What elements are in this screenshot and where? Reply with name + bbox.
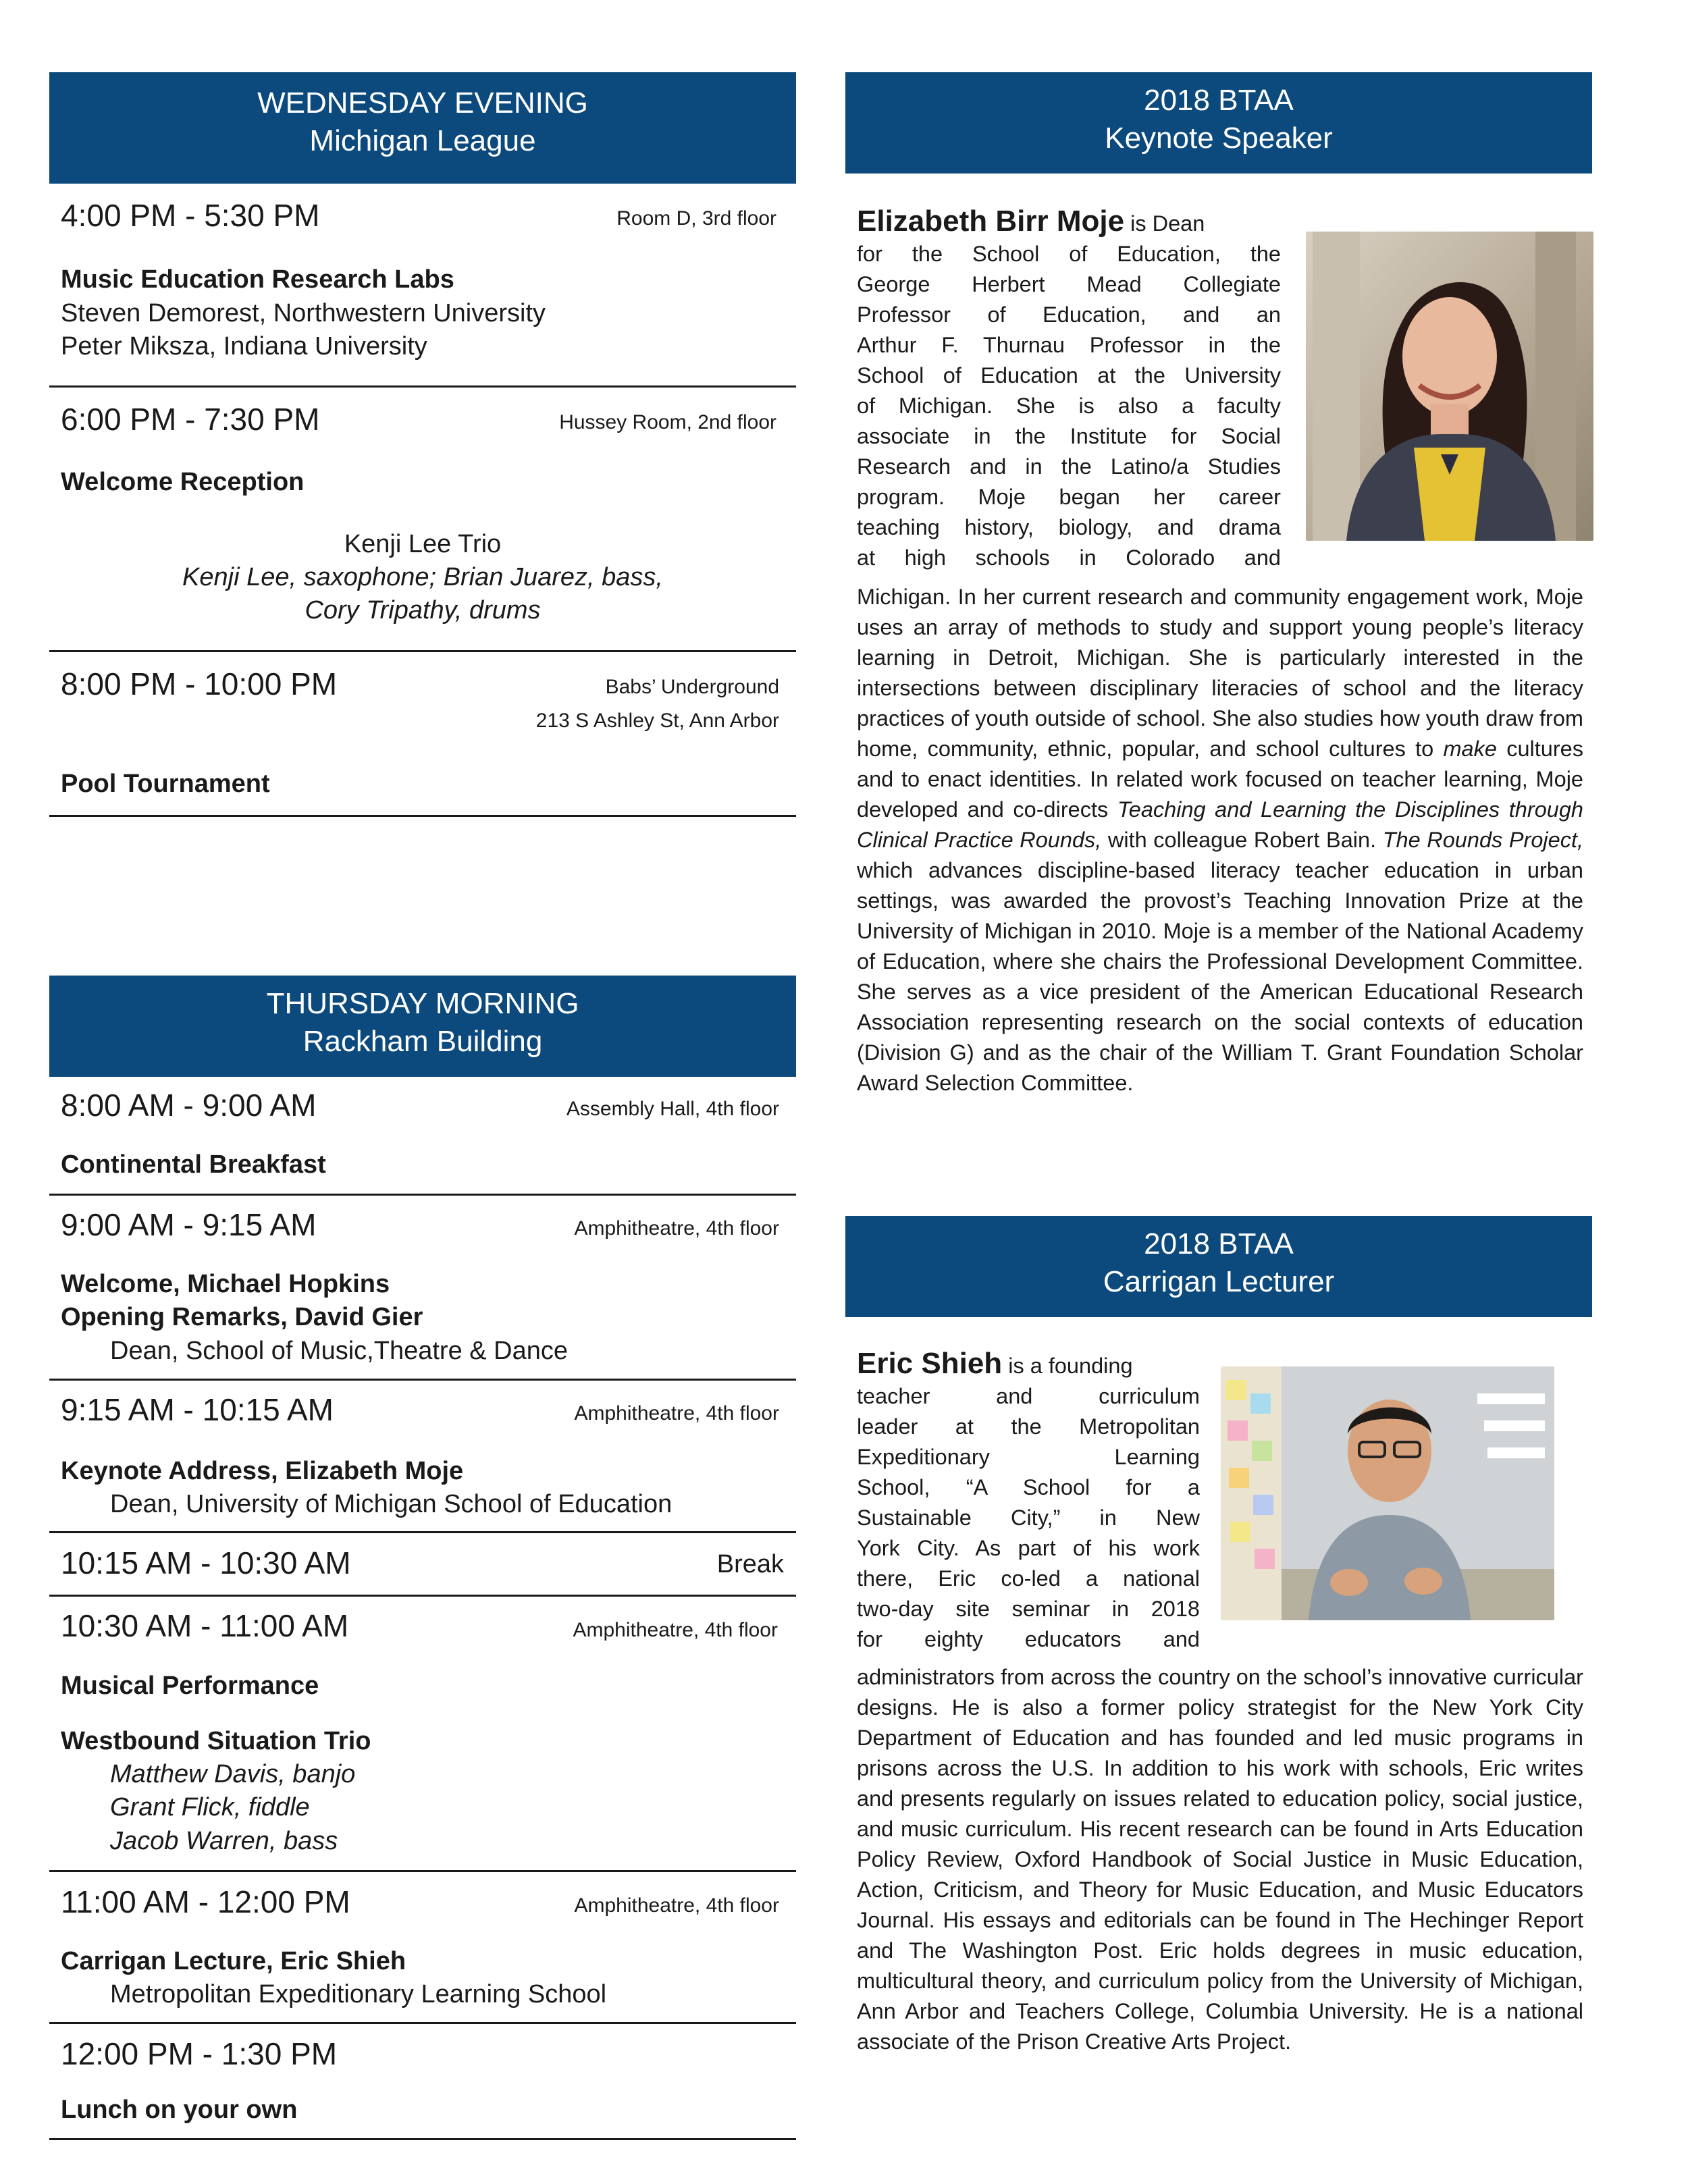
slot-title: Westbound Situation Trio [61,1727,371,1755]
performer-name: Kenji Lee Trio [344,530,502,558]
lecturer-name: Eric Shieh [857,1347,1003,1380]
slot-location: Amphitheatre, 4th floor [574,1217,779,1240]
keynote-speaker-name: Elizabeth Birr Moje [857,205,1125,238]
bio-emphasis: make [1443,737,1497,761]
performer-members: Cory Tripathy, drums [305,596,541,624]
bio-line: Arthur F. Thurnau Professor in the [857,333,1281,357]
slot-title: Welcome, Michael Hopkins [61,1270,390,1298]
bio-text: with colleague Robert Bain. [1101,828,1383,852]
divider [49,1595,796,1597]
slot-person: Peter Miksza, Indiana University [61,332,427,361]
thursday-header [49,976,796,1077]
program-title: Teaching and Learning the Disciplines through Clinical Practice Rounds, [857,797,1583,852]
divider [49,385,796,388]
keynote-header-title: 2018 BTAA [1144,84,1294,117]
schedule-column [49,0,796,2184]
bio-text: Michigan. In her current research and community engagement work, Moje uses an array of methods to study and support young people’s literacy learning in Detroit, Michigan. She is particularly interested in the intersections between disciplinary literacies of school and the literacy practices of youth outside of school. She also studies how youth draw from home, community, ethnic, popular, and school cultures to [857,585,1583,761]
bio-line: Sustainable City,” in New [857,1506,1200,1530]
slot-location: Assembly Hall, 4th floor [566,1098,779,1120]
bio-line: two-day site seminar in 2018 [857,1597,1200,1621]
wednesday-header [49,72,796,184]
thursday-header-title: THURSDAY MORNING [266,987,579,1020]
slot-location: Amphitheatre, 4th floor [574,1894,779,1917]
slot-title: Opening Remarks, David Gier [61,1303,423,1331]
ensemble-member: Matthew Davis, banjo [110,1760,356,1788]
portrait-image [1221,1366,1554,1620]
divider [49,1531,796,1533]
bio-line: at high schools in Colorado and [857,545,1281,570]
keynote-header [845,72,1592,174]
project-title: The Rounds Project, [1382,828,1584,852]
slot-location: Amphitheatre, 4th floor [573,1619,778,1641]
slot-title: Music Education Research Labs [61,265,454,294]
lecturer-bio-intro [857,1348,1200,1655]
bio-line: Professor of Education, and an [857,302,1281,327]
divider [49,815,796,817]
slot-title: Lunch on your own [61,2096,298,2124]
slot-detail: Dean, University of Michigan School of Education [110,1490,672,1518]
slot-title: Carrigan Lecture, Eric Shieh [61,1947,406,1975]
thursday-header-venue: Rackham Building [302,1025,543,1058]
slot-time: 8:00 PM - 10:00 PM [61,666,338,701]
lecturer-header [845,1216,1592,1317]
portrait-image [1306,232,1593,541]
slot-title: Pool Tournament [61,770,270,798]
performer-members: Kenji Lee, saxophone; Brian Juarez, bass, [182,563,663,591]
bio-line: for the School of Education, the [857,242,1281,266]
bio-line: Expeditionary Learning [857,1445,1200,1469]
bio-line: School of Education at the University [857,363,1281,388]
slot-time: 10:30 AM - 11:00 AM [61,1608,349,1643]
slot-location: Room D, 3rd floor [616,207,776,230]
lecturer-header-role: Carrigan Lecturer [1103,1265,1335,1298]
bio-text: which advances discipline-based literacy teacher education in urban settings, was awarded the provost’s Teaching Innovation Prize at the University of Michigan in 2010. Moje is a member of the National Academy of Education, where she chairs the Professional Development Committee. She serves as a vice president of the American Educational Research Association representing research on the social contexts of education (Division G) and as the chair of the William T. Grant Foundation Scholar Award Selection Committee. [857,858,1583,1095]
slot-detail: Dean, School of Music,Theatre & Dance [110,1337,569,1365]
divider [49,650,796,652]
slot-time: 11:00 AM - 12:00 PM [61,1884,350,1919]
slot-time: 4:00 PM - 5:30 PM [61,198,320,233]
keynote-bio-body [857,582,1583,1098]
bio-text: cultures and to enact identities. In related work focused on teacher learning, Moje developed and co-directs [857,737,1583,822]
bio-line: of Michigan. She is also a faculty [857,394,1281,418]
lecturer-bio-body [857,1662,1583,2057]
divider [49,2022,796,2024]
slot-time: 10:15 AM - 10:30 AM [61,1545,351,1580]
ensemble-member: Jacob Warren, bass [110,1827,338,1855]
slot-location: Hussey Room, 2nd floor [559,411,776,433]
lecturer-photo [1221,1366,1554,1620]
speakers-column [845,0,1592,2184]
slot-title: Keynote Address, Elizabeth Moje [61,1457,464,1485]
bio-line: program. Moje began her career [857,485,1281,509]
wednesday-header-venue: Michigan League [309,124,536,157]
slot-detail: Metropolitan Expeditionary Learning School [110,1980,607,2008]
slot-title: Continental Breakfast [61,1150,326,1179]
bio-line: Research and in the Latino/a Studies [857,454,1281,479]
bio-line: School, “A School for a [857,1475,1200,1499]
slot-title: Welcome Reception [61,468,305,496]
slot-location: Babs’ Underground [605,676,779,698]
keynote-bio-intro [857,206,1281,573]
lecturer-header-title: 2018 BTAA [1144,1227,1294,1260]
bio-line: York City. As part of his work [857,1536,1200,1560]
divider [49,1870,796,1872]
bio-line: associate in the Institute for Social [857,424,1281,448]
slot-time: 12:00 PM - 1:30 PM [61,2036,338,2071]
bio-line: teaching history, biology, and drama [857,515,1281,539]
slot-break-label: Break [716,1550,784,1578]
slot-time: 9:00 AM - 9:15 AM [61,1207,317,1242]
divider [49,1379,796,1381]
bio-text: administrators from across the country on the school’s innovative curricular designs. He is also a former policy strategist for the New York City Department of Education and has founded and led music programs in prisons across the U.S. In addition to his work with schools, Eric writes and presents regularly on issues related to education policy, social justice, and music curriculum. His recent research can be found in Arts Education Policy Review, Oxford Handbook of Social Justice in Music Education, Action, Criticism, and Theory for Music Education, and Music Educators Journal. His essays and editorials can be found in The Hechinger Report and The Washington Post. Eric holds degrees in music education, multicultural theory, and curriculum policy from the University of Michigan, Ann Arbor and Teachers College, Columbia University. He is a national associate of the Prison Creative Arts Project. [857,1665,1583,2054]
keynote-header-role: Keynote Speaker [1105,122,1333,155]
bio-line: is a founding [1002,1354,1133,1378]
bio-line: there, Eric co-led a national [857,1566,1200,1591]
slot-time: 6:00 PM - 7:30 PM [61,402,320,437]
wednesday-header-title: WEDNESDAY EVENING [257,86,588,119]
bio-line: is Dean [1124,211,1205,236]
slot-title: Musical Performance [61,1672,319,1700]
bio-line: George Herbert Mead Collegiate [857,272,1281,296]
slot-person: Steven Demorest, Northwestern University [61,299,546,327]
slot-location: Amphitheatre, 4th floor [574,1402,779,1424]
ensemble-member: Grant Flick, fiddle [110,1793,310,1821]
slot-time: 8:00 AM - 9:00 AM [61,1088,317,1123]
divider [49,1194,796,1196]
slot-time: 9:15 AM - 10:15 AM [61,1392,334,1427]
bio-line: leader at the Metropolitan [857,1414,1200,1439]
divider [49,2138,796,2140]
keynote-speaker-photo [1306,232,1593,541]
slot-address: 213 S Ashley St, Ann Arbor [535,710,779,732]
bio-line: for eighty educators and [857,1627,1200,1651]
bio-line: teacher and curriculum [857,1384,1200,1408]
